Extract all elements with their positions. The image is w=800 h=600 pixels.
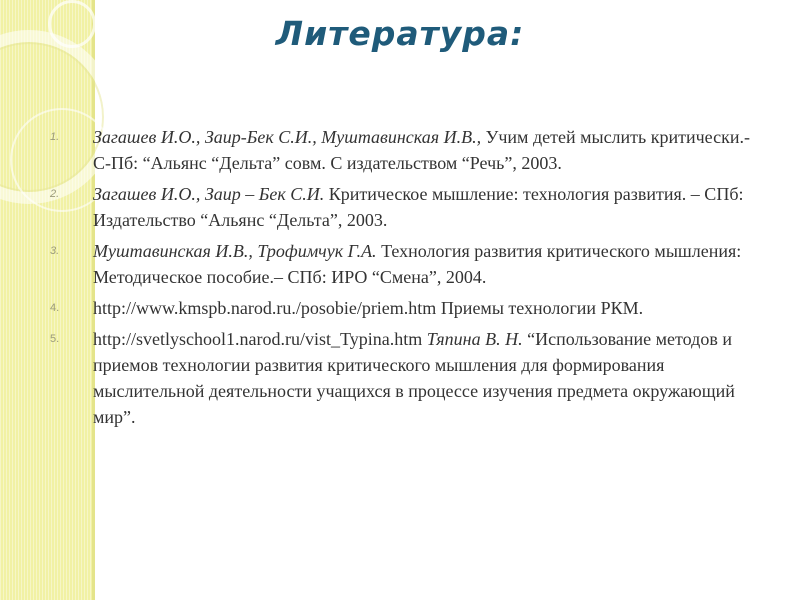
reference-item-3 [0,238,800,290]
reference-list [0,124,800,435]
reference-number: 5. [50,333,60,345]
reference-number: 1. [50,131,60,143]
reference-authors: Тяпина В. Н. [422,329,523,349]
reference-number: 2. [50,188,60,200]
reference-item-2 [0,181,800,233]
reference-url: http://www.kmspb.narod.ru./posobie/priem.htm [93,298,437,318]
reference-item-5 [0,326,800,430]
reference-authors: Муштавинская И.В., Трофимчук Г.А. [93,241,377,261]
reference-authors: Загашев И.О., Заир – Бек С.И. [93,184,325,204]
reference-authors: Загашев И.О., Заир-Бек С.И., Муштавинская И.В., [93,127,482,147]
reference-text: Учим детей мыслить критически.-С-Пб: “Альянс “Дельта” совм. С издательством “Речь”, 2003. [93,127,750,173]
reference-text: Технология развития критического мышления: Методическое пособие.– СПб: ИРО “Смена”, 2004. [93,241,742,287]
reference-text: “Использование методов и приемов технологии развития критического мышления для формирования мыслительной деятельности учащихся в процессе изучения предмета окружающий мир”. [93,329,735,427]
reference-number: 4. [50,302,60,314]
reference-item-1 [0,124,800,176]
reference-url: http://svetlyschool1.narod.ru/vist_Typina.htm [93,329,423,349]
reference-number: 3. [50,245,60,257]
reference-text: Критическое мышление: технология развития. – СПб: Издательство “Альянс “Дельта”, 2003. [93,184,744,230]
reference-text: Приемы технологии РКМ. [436,298,644,318]
reference-item-4 [0,295,800,321]
slide-title: Литература: [275,14,525,53]
